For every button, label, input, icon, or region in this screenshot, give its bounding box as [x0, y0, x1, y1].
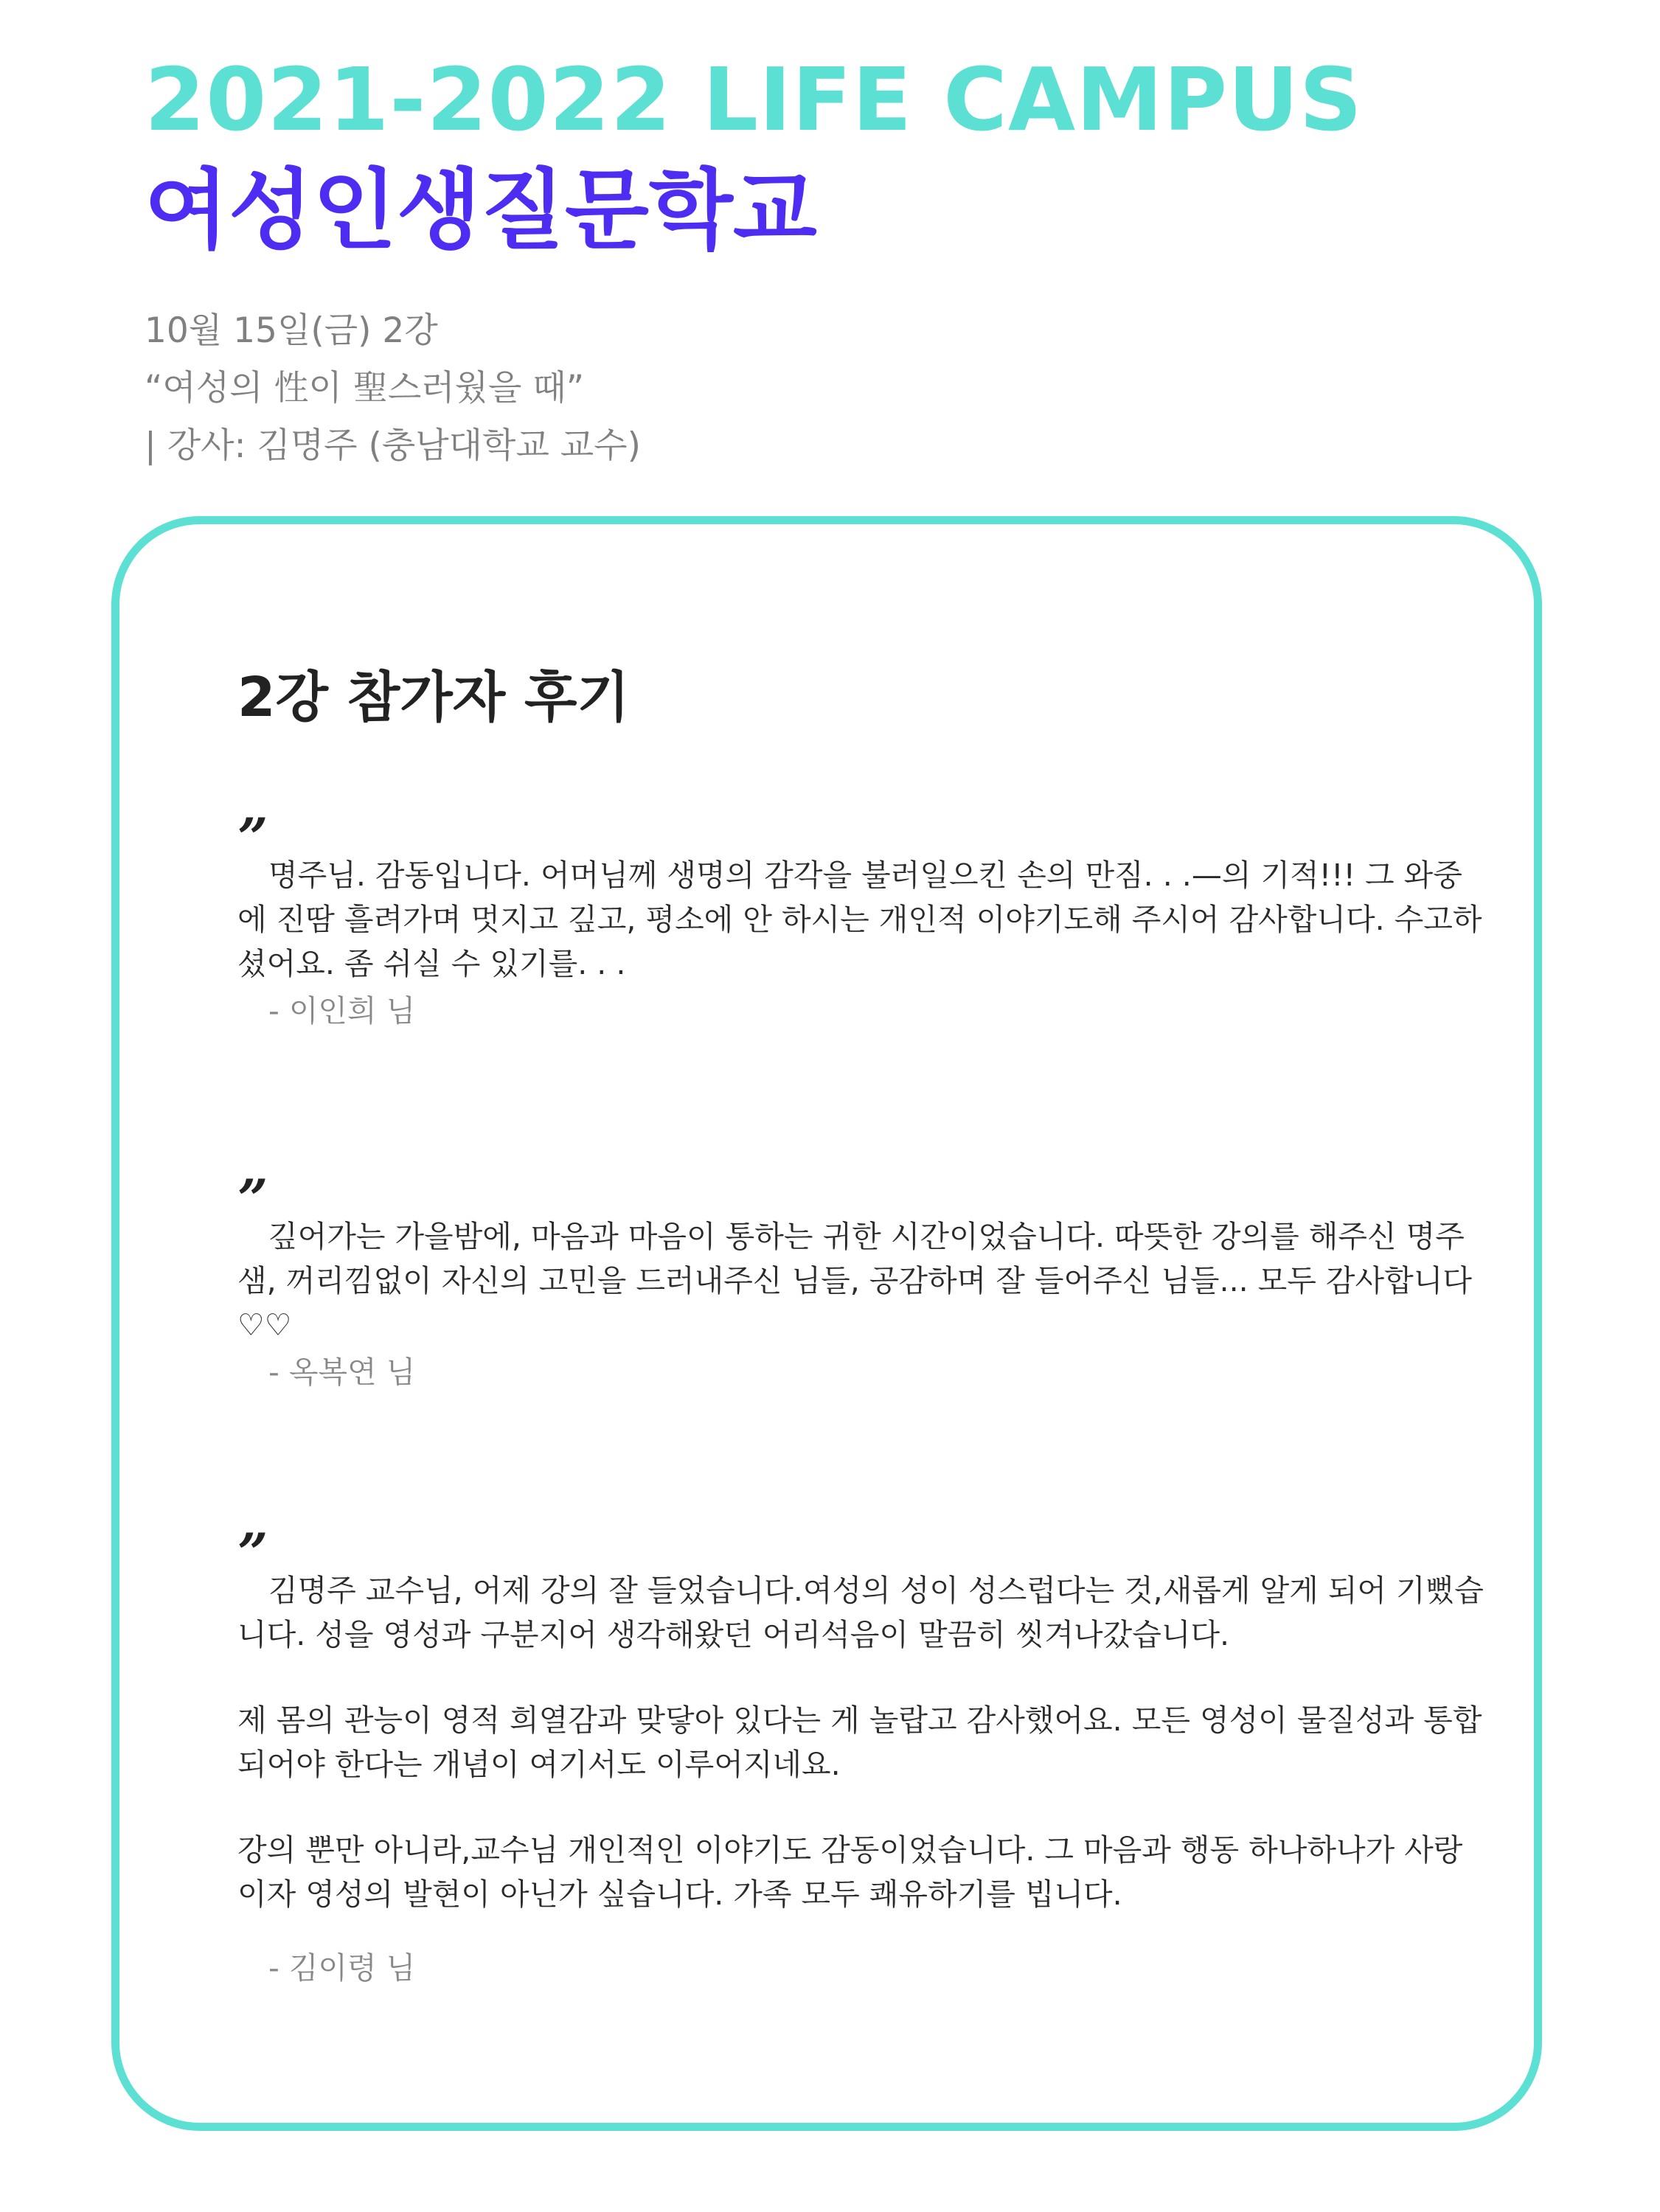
campus-title: 2021-2022 LIFE CAMPUS [145, 49, 1363, 150]
review-author: - 이인희 님 [268, 993, 416, 1029]
review-author: - 옥복연 님 [268, 1354, 416, 1390]
review-item [237, 1521, 1491, 1990]
quote-mark-icon: ” [237, 1521, 268, 1584]
review-text: 제 몸의 관능이 영적 희열감과 맞닿아 있다는 게 놀랍고 감사했어요. 모든 영성이 물질성과 통합되어야 한다는 개념이 여기서도 이루어지네요. [237, 1703, 1482, 1782]
lecture-meta [145, 302, 1546, 475]
lecture-title: “여성의 性이 聖스러웠을 때” [145, 368, 585, 408]
review-text: 명주님. 감동입니다. 어머님께 생명의 감각을 불러일으킨 손의 만짐. . .—의 기적!!! 그 와중에 진땀 흘려가며 멋지고 깊고, 평소에 안 하시는 개인적 이야기도해 주시어 감사합니다. 수고하셨어요. 좀 쉬실 수 있기를. . . [237, 858, 1482, 981]
card-title: 2강 참가자 후기 [237, 666, 630, 729]
school-title: 여성인생질문학교 [145, 159, 817, 261]
lecture-date: 10월 15일(금) 2강 [145, 310, 438, 351]
quote-mark-icon: ” [237, 1167, 268, 1230]
review-text: 김명주 교수님, 어제 강의 잘 들었습니다.여성의 성이 성스럽다는 것,새롭게 알게 되어 기뻤습니다. 성을 영성과 구분지어 생각해왔던 어리석음이 말끔히 씻겨나갔습니다. [237, 1573, 1484, 1652]
review-item [237, 806, 1491, 1033]
page-header [145, 44, 1546, 475]
review-text: 깊어가는 가을밤에, 마음과 마음이 통하는 귀한 시간이었습니다. 따뜻한 강의를 해주신 명주샘, 꺼리낌없이 자신의 고민을 드러내주신 님들, 공감하며 잘 들어주신 님들... 모두 감사합니다♡♡ [237, 1219, 1472, 1343]
lecturer-info: | 강사: 김명주 (충남대학교 교수) [145, 425, 641, 466]
reviews-card [111, 516, 1542, 2131]
review-item [237, 1167, 1491, 1394]
quote-mark-icon: ” [237, 806, 268, 869]
review-author: - 김이령 님 [268, 1950, 416, 1986]
review-text: 강의 뿐만 아니라,교수님 개인적인 이야기도 감동이었습니다. 그 마음과 행동 하나하나가 사랑이자 영성의 발현이 아닌가 싶습니다. 가족 모두 쾌유하기를 빕니다. [237, 1832, 1463, 1912]
